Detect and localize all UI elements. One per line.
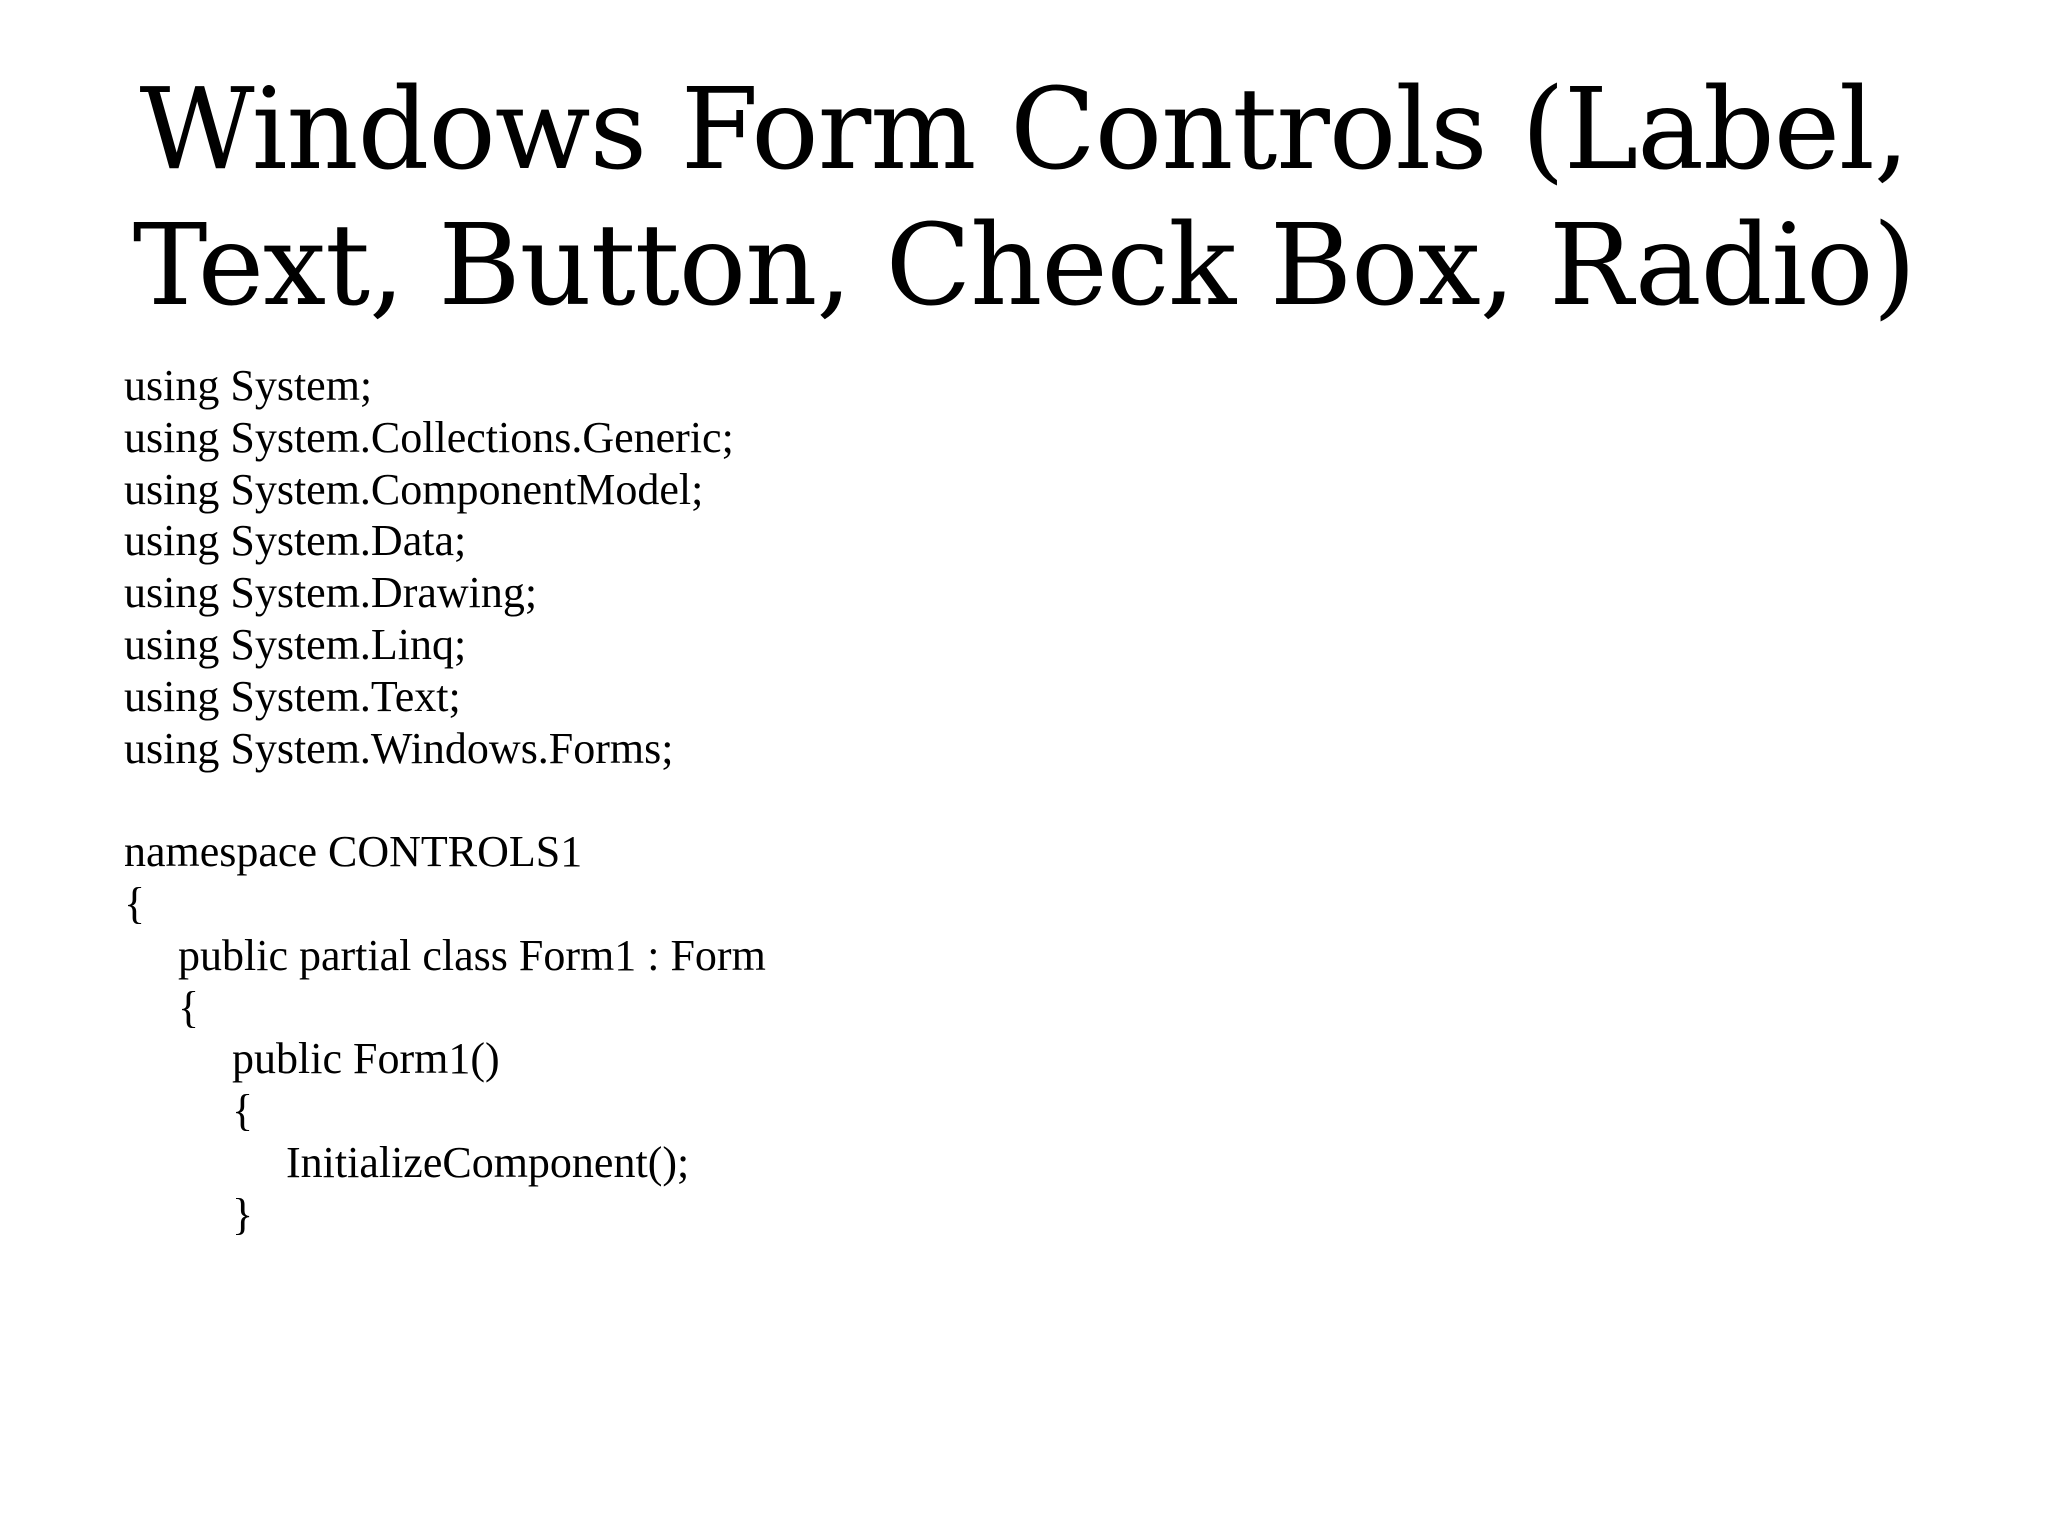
code-line-using-linq: using System.Linq; (124, 619, 467, 669)
code-line-class-open-brace: { (178, 982, 200, 1032)
code-block (124, 360, 1924, 1241)
slide-title-line-1: Windows Form Controls (Label, (139, 65, 1909, 195)
code-line-blank (124, 774, 1924, 826)
code-line-using-text: using System.Text; (124, 671, 461, 721)
code-line-namespace: namespace CONTROLS1 (124, 827, 583, 877)
code-line-constructor-open-brace: { (232, 1086, 254, 1136)
code-line-initialize-component: InitializeComponent(); (286, 1137, 690, 1187)
code-line-using-data: using System.Data; (124, 516, 467, 566)
code-line-using-componentmodel: using System.ComponentModel; (124, 464, 704, 514)
code-line-using-system: using System; (124, 361, 373, 410)
code-line-constructor-close-brace: } (232, 1189, 254, 1239)
code-line-class-declaration: public partial class Form1 : Form (178, 930, 766, 980)
code-line-using-collections-generic: using System.Collections.Generic; (124, 412, 734, 462)
slide-title-line-2: Text, Button, Check Box, Radio) (132, 201, 1916, 331)
code-line-constructor: public Form1() (232, 1034, 500, 1084)
code-line-using-windows-forms: using System.Windows.Forms; (124, 723, 674, 773)
code-line-namespace-open-brace: { (124, 878, 146, 928)
code-line-using-drawing: using System.Drawing; (124, 568, 538, 618)
slide-title (0, 62, 2048, 334)
